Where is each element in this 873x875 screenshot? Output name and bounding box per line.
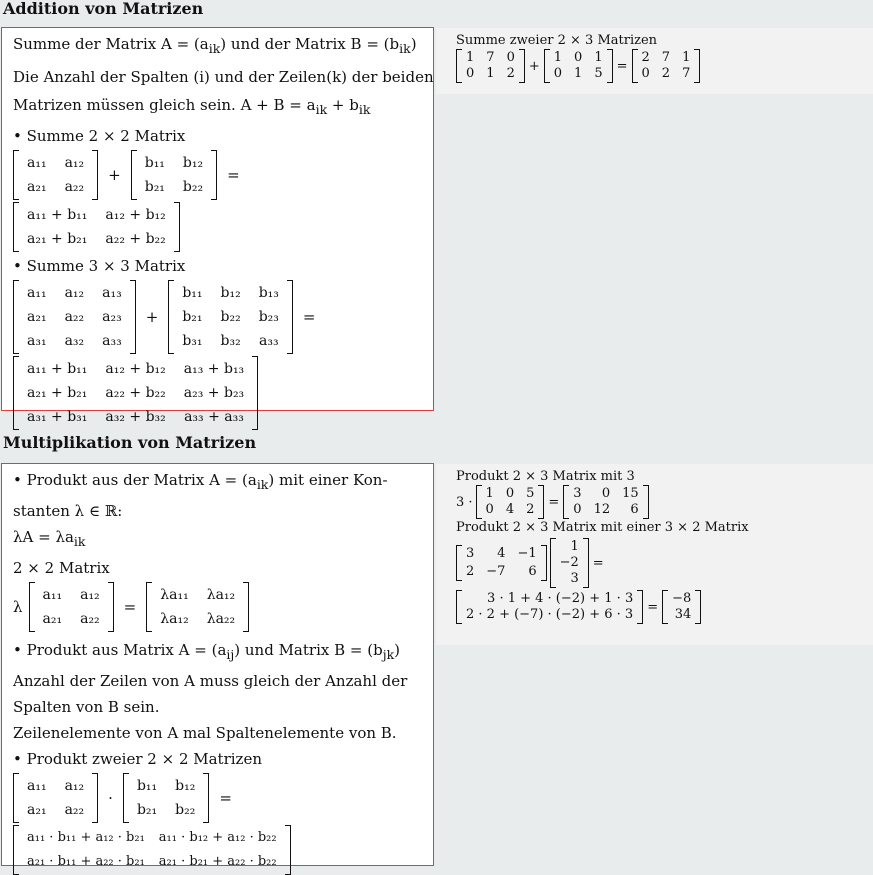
matrix-cell: 7 <box>661 50 671 65</box>
scalar-end: ) mit einer Kon- <box>268 471 388 489</box>
matrix-cell: λa₁₂ <box>160 611 189 627</box>
matrix-cell: 34 <box>674 607 692 622</box>
example-matrix-1 <box>456 49 525 83</box>
matrix-sum-3x3 <box>13 356 258 430</box>
matrix-cell: a₃₁ + b₃₁ <box>27 409 88 425</box>
matrix-lambda-2x2 <box>146 582 249 632</box>
product-mid: ) und Matrix B = (b <box>234 641 383 659</box>
matrix-sum-2x2 <box>13 202 180 252</box>
matrix-b-2x2 <box>131 150 217 200</box>
matrix-cell: a₃₃ <box>258 333 279 349</box>
matrix-cell: 0 <box>641 66 650 81</box>
matrix-cell: 2 <box>661 66 671 81</box>
matrix-cell: a₂₂ <box>64 309 85 325</box>
matrix-cell: 0 <box>466 66 475 81</box>
matrix-cell: −2 <box>559 555 579 570</box>
intro-sub2: ik <box>399 41 411 56</box>
matrix-example-equation <box>456 538 861 588</box>
addition-rule-line: Die Anzahl der Spalten (i) und der Zeilen(k) der beiden <box>13 68 434 86</box>
addition-formula-line <box>13 93 423 122</box>
intro-sub: ik <box>208 41 221 56</box>
matrix-cell: 2 <box>466 564 475 579</box>
rule-line-3: Zeilenelemente von A mal Spaltenelemente von B. <box>13 724 397 742</box>
matrix-example-title: Produkt 2 × 3 Matrix mit einer 3 × 2 Matrix <box>456 520 749 535</box>
matrix-cell: 1 <box>682 50 691 65</box>
matrix-cell: 0 <box>553 66 563 81</box>
matrix-cell: 15 <box>622 486 639 501</box>
matrix-cell: b₁₁ <box>182 285 203 301</box>
matrix-cell: a₁₂ <box>80 587 100 603</box>
lambda-symbol: λ <box>13 598 23 616</box>
matrix-product-line <box>13 638 423 667</box>
lambda-sub: ik <box>73 534 86 549</box>
scalar-example-matrix <box>476 485 545 519</box>
matrix-cell: 6 <box>528 564 537 579</box>
matrix-cell: a₂₁ <box>27 802 47 818</box>
matrix-cell: a₁₂ <box>64 285 85 301</box>
multiplication-definition-box <box>1 463 434 869</box>
sum3-result <box>13 356 423 430</box>
equals-sign: = <box>592 555 604 571</box>
matrix-cell: 0 <box>485 502 494 517</box>
formula-text: Matrizen müssen gleich sein. A + B = a <box>13 96 316 114</box>
matrix-cell: 0 <box>573 502 582 517</box>
matrix-cell: a₁₁ <box>27 155 47 171</box>
scalar-equation <box>13 582 423 632</box>
matrix-cell: 0 <box>574 50 583 65</box>
matrix-cell: 1 <box>594 50 603 65</box>
product-end: ) <box>394 641 400 659</box>
matrix-cell: 1 <box>485 486 494 501</box>
matrix-cell: a₂₃ <box>102 309 122 325</box>
matrix-cell: a₃₂ + b₃₂ <box>105 409 166 425</box>
plus-sign: + <box>145 308 159 326</box>
matrix-cell: a₁₂ <box>64 155 85 171</box>
matrix-cell: 2 · 2 + (−7) · (−2) + 6 · 3 <box>466 607 634 622</box>
lambda-text: λA = λa <box>13 528 74 546</box>
formula-sub1: ik <box>315 102 328 117</box>
matrix-cell: 2 <box>506 66 515 81</box>
addition-example-title: Summe zweier 2 × 3 Matrizen <box>456 33 658 48</box>
product-text: • Produkt aus Matrix A = (a <box>13 641 227 659</box>
scalar-sub: ik <box>256 477 269 492</box>
scalar-2x2-label: 2 × 2 Matrix <box>13 559 110 577</box>
matrix-example-2x3 <box>456 545 547 581</box>
matrix-cell: 7 <box>486 50 495 65</box>
matrix-cell: b₂₁ <box>182 309 203 325</box>
matrix-cell: b₂₁ <box>136 802 158 818</box>
matrix-cell: 1 <box>466 50 475 65</box>
multiplication-example-panel <box>436 464 873 645</box>
matrix-b-3x3 <box>168 280 293 354</box>
equals-sign: = <box>548 494 560 510</box>
matrix-cell: 6 <box>630 502 639 517</box>
formula-plus: + b <box>327 96 359 114</box>
matrix-cell: 1 <box>570 539 579 554</box>
matrix-cell: 1 <box>486 66 495 81</box>
equals-sign: = <box>616 58 628 74</box>
matrix-cell: a₃₂ <box>64 333 85 349</box>
matrix-cell: −7 <box>486 564 506 579</box>
matrix-cell: b₂₂ <box>220 309 241 325</box>
product-2x2-result <box>13 825 423 875</box>
matrix-cell: 0 <box>505 486 515 501</box>
matrix-cell: a₁₁ <box>27 778 47 794</box>
matrix-cell: 1 <box>574 66 583 81</box>
matrix-example-vector <box>550 538 589 588</box>
sum3-label: • Summe 3 × 3 Matrix <box>13 257 186 275</box>
matrix-cell: 5 <box>526 486 535 501</box>
matrix-a-3x3 <box>13 280 136 354</box>
addition-title: Addition von Matrizen <box>3 0 204 18</box>
matrix-cell: 3 <box>573 486 582 501</box>
addition-example-panel <box>436 28 873 94</box>
matrix-cell: a₁₃ + b₁₃ <box>183 361 245 377</box>
matrix-cell: a₂₁ <box>27 179 47 195</box>
matrix-cell: a₂₁ + b₂₁ <box>27 385 88 401</box>
matrix-cell: a₂₂ + b₂₂ <box>105 231 166 247</box>
product-result-matrix <box>13 825 291 875</box>
example-matrix-2 <box>544 49 613 83</box>
example-matrix-sum <box>632 49 701 83</box>
intro-end: ) <box>410 35 417 53</box>
matrix-cell: a₂₃ + b₂₃ <box>183 385 245 401</box>
matrix-cell: 4 <box>497 546 506 561</box>
dot-operator: · <box>108 789 113 807</box>
matrix-cell: a₁₂ <box>64 778 85 794</box>
matrix-cell: b₂₁ <box>144 179 165 195</box>
equals-sign: = <box>227 166 240 184</box>
scalar-product-line <box>13 468 423 497</box>
matrix-cell: a₃₃ + a₃₃ <box>184 409 244 425</box>
matrix-cell: a₂₂ + b₂₂ <box>105 385 166 401</box>
multiplication-title: Multiplikation von Matrizen <box>3 433 257 452</box>
matrix-cell: b₁₂ <box>175 778 196 794</box>
product-matrix-b <box>123 773 209 823</box>
matrix-cell: 7 <box>682 66 691 81</box>
sum2-result <box>13 202 423 252</box>
product-sub1: ij <box>226 647 235 662</box>
matrix-cell: b₁₁ <box>136 778 158 794</box>
scalar-example-title: Produkt 2 × 3 Matrix mit 3 <box>456 469 635 484</box>
matrix-cell: 3 · 1 + 4 · (−2) + 1 · 3 <box>487 591 634 606</box>
matrix-a-2x2 <box>13 150 98 200</box>
matrix-cell: 0 <box>506 50 515 65</box>
matrix-cell: a₂₂ <box>64 802 85 818</box>
matrix-cell: 3 <box>466 546 475 561</box>
matrix-cell: 1 <box>553 50 563 65</box>
matrix-cell: a₁₁ + b₁₁ <box>27 207 88 223</box>
matrix-cell: 3 <box>570 571 579 586</box>
sum3-equation <box>13 280 423 354</box>
matrix-cell: b₂₃ <box>258 309 279 325</box>
matrix-example-result <box>662 590 701 624</box>
matrix-cell: a₂₁ + b₂₁ <box>27 231 88 247</box>
matrix-cell: 4 <box>505 502 515 517</box>
matrix-cell: b₁₁ <box>144 155 165 171</box>
constant-line: stanten λ ∈ ℝ: <box>13 502 123 520</box>
matrix-cell: a₁₁ · b₁₁ + a₁₂ · b₂₁ <box>27 830 145 845</box>
product-sub2: jk <box>382 647 395 662</box>
matrix-example-result-row <box>456 590 861 624</box>
equals-sign: = <box>302 308 316 326</box>
scalar-example-equation <box>456 485 861 519</box>
product-2x2-equation <box>13 773 423 823</box>
matrix-cell: 0 <box>601 486 611 501</box>
matrix-cell: a₁₁ + b₁₁ <box>27 361 88 377</box>
matrix-cell: −8 <box>672 591 692 606</box>
equals-sign: = <box>123 598 137 616</box>
matrix-cell: b₂₂ <box>182 179 204 195</box>
intro-text: Summe der Matrix A = (a <box>13 35 209 53</box>
product-2x2-label: • Produkt zweier 2 × 2 Matrizen <box>13 750 262 768</box>
matrix-cell: a₁₂ + b₁₂ <box>105 207 166 223</box>
matrix-cell: a₃₃ <box>102 333 122 349</box>
matrix-cell: a₂₁ <box>27 309 47 325</box>
equals-sign: = <box>647 599 659 615</box>
matrix-cell: 12 <box>593 502 611 517</box>
matrix-cell: b₂₂ <box>175 802 196 818</box>
matrix-cell: 5 <box>594 66 603 81</box>
matrix-a-2x2 <box>29 582 114 632</box>
matrix-cell: λa₂₂ <box>206 611 236 627</box>
product-matrix-a <box>13 773 98 823</box>
matrix-cell: b₁₂ <box>220 285 241 301</box>
matrix-cell: a₃₁ <box>27 333 47 349</box>
plus-sign: + <box>108 166 121 184</box>
matrix-cell: a₁₁ <box>42 587 63 603</box>
matrix-example-expansion <box>456 590 643 624</box>
matrix-cell: 2 <box>641 50 650 65</box>
matrix-cell: a₁₃ <box>102 285 122 301</box>
scalar-factor: 3 · <box>456 494 473 510</box>
equals-sign: = <box>219 789 232 807</box>
rule-line-2: Spalten von B sein. <box>13 698 160 716</box>
matrix-cell: a₂₂ <box>80 611 100 627</box>
matrix-cell: 2 <box>526 502 535 517</box>
matrix-cell: b₃₂ <box>220 333 241 349</box>
matrix-cell: a₂₁ · b₁₁ + a₂₂ · b₂₁ <box>27 854 145 869</box>
matrix-cell: a₁₁ · b₁₂ + a₁₂ · b₂₂ <box>158 830 277 845</box>
matrix-cell: a₁₂ + b₁₂ <box>105 361 166 377</box>
matrix-cell: λa₁₁ <box>160 587 189 603</box>
addition-example-equation <box>456 49 861 83</box>
matrix-cell: a₁₁ <box>27 285 47 301</box>
matrix-cell: b₃₁ <box>182 333 203 349</box>
matrix-cell: a₂₁ <box>42 611 63 627</box>
formula-sub2: ik <box>358 102 371 117</box>
matrix-cell: b₁₂ <box>182 155 204 171</box>
matrix-cell: a₂₁ · b₂₁ + a₂₂ · b₂₂ <box>158 854 277 869</box>
intro-mid: ) und der Matrix B = (b <box>220 35 400 53</box>
matrix-cell: a₂₂ <box>64 179 85 195</box>
scalar-text: • Produkt aus der Matrix A = (a <box>13 471 257 489</box>
rule-line-1: Anzahl der Zeilen von A muss gleich der Anzahl der <box>13 672 408 690</box>
sum2-label: • Summe 2 × 2 Matrix <box>13 127 186 145</box>
matrix-cell: λa₁₂ <box>206 587 236 603</box>
lambda-formula <box>13 525 423 554</box>
plus-sign: + <box>528 58 540 74</box>
scalar-example-result <box>563 485 648 519</box>
sum2-equation <box>13 150 423 200</box>
addition-definition-box <box>1 27 434 425</box>
matrix-cell: b₁₃ <box>258 285 279 301</box>
addition-intro-line <box>13 32 423 61</box>
matrix-cell: −1 <box>517 546 537 561</box>
